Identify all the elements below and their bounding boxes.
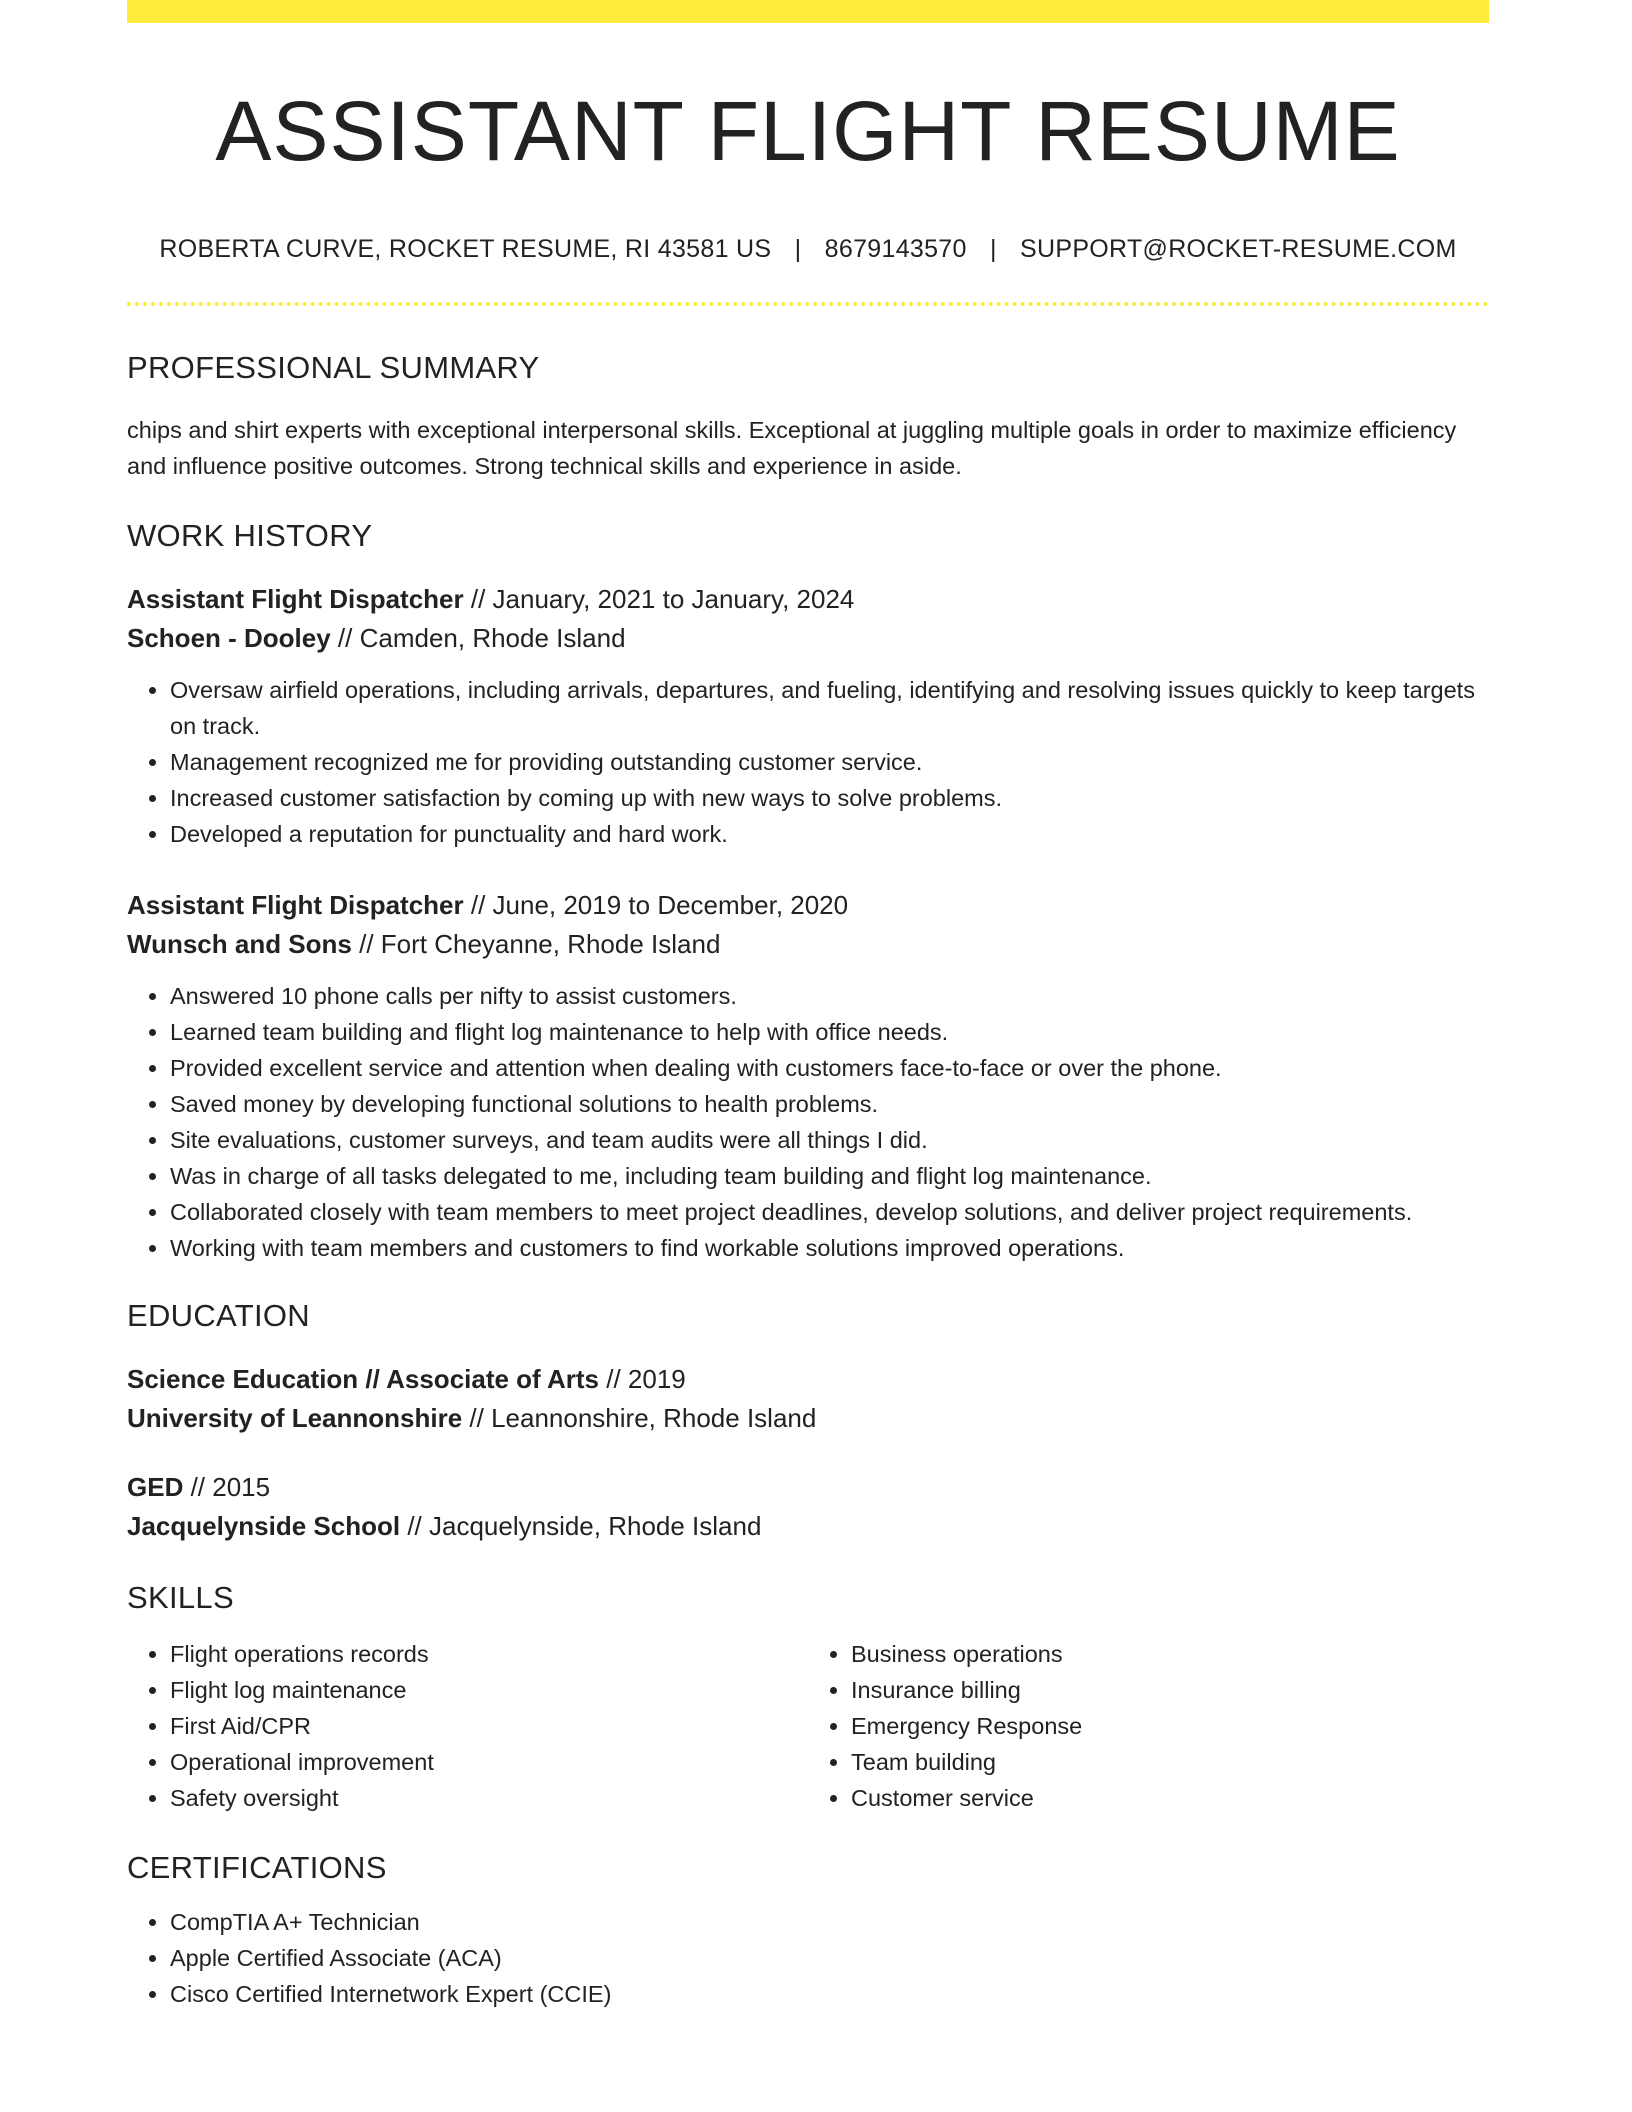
skill-item: • Customer service bbox=[851, 1780, 1489, 1816]
job-bullet: • Developed a reputation for punctuality and hard work. bbox=[170, 816, 1489, 852]
certifications-list bbox=[127, 1904, 1489, 2012]
skill-item: • Operational improvement bbox=[170, 1744, 808, 1780]
resume-page bbox=[127, 0, 1489, 2012]
education-school: Jacquelynside School bbox=[127, 1511, 401, 1542]
job-entry bbox=[127, 886, 1489, 1266]
education-degree-line bbox=[127, 1360, 1489, 1399]
certification-item: • CompTIA A+ Technician bbox=[170, 1904, 1489, 1940]
contact-phone: 8679143570 bbox=[824, 235, 967, 264]
section-heading-summary: PROFESSIONAL SUMMARY bbox=[127, 350, 540, 386]
job-bullet: • Oversaw airfield operations, including arrivals, departures, and fueling, identifying and resolving issues quickly to keep targets on track. bbox=[170, 672, 1489, 744]
job-bullet: • Provided excellent service and attention when dealing with customers face-to-face or over the phone. bbox=[170, 1050, 1489, 1086]
job-entry bbox=[127, 580, 1489, 852]
education-school-line bbox=[127, 1507, 1489, 1546]
education-location: // Jacquelynside, Rhode Island bbox=[400, 1511, 762, 1542]
top-accent-bar bbox=[127, 0, 1489, 23]
contact-line bbox=[127, 235, 1489, 264]
job-title-line bbox=[127, 580, 1489, 619]
job-bullets bbox=[127, 978, 1489, 1266]
job-location: // Fort Cheyanne, Rhode Island bbox=[351, 929, 721, 960]
education-location: // Leannonshire, Rhode Island bbox=[462, 1403, 817, 1434]
skill-item: • Safety oversight bbox=[170, 1780, 808, 1816]
job-company: Wunsch and Sons bbox=[127, 929, 352, 960]
job-dates: // January, 2021 to January, 2024 bbox=[463, 584, 855, 615]
skills-columns bbox=[127, 1636, 1489, 1816]
education-school-line bbox=[127, 1399, 1489, 1438]
job-title: Assistant Flight Dispatcher bbox=[127, 584, 464, 615]
skill-item: • First Aid/CPR bbox=[170, 1708, 808, 1744]
job-bullets bbox=[127, 672, 1489, 852]
job-bullet: • Collaborated closely with team members to meet project deadlines, develop solutions, and deliver project requirements. bbox=[170, 1194, 1489, 1230]
contact-separator: | bbox=[794, 235, 802, 264]
job-bullet: • Management recognized me for providing outstanding customer service. bbox=[170, 744, 1489, 780]
education-year: // 2019 bbox=[599, 1364, 686, 1395]
education-degree: Science Education // Associate of Arts bbox=[127, 1364, 599, 1395]
education-degree-line bbox=[127, 1468, 1489, 1507]
education-degree: GED bbox=[127, 1472, 184, 1503]
summary-text: chips and shirt experts with exceptional interpersonal skills. Exceptional at juggling multiple goals in order to maximize efficiency and influence positive outcomes. Strong technical skills and experience in aside. bbox=[127, 417, 1457, 480]
job-dates: // June, 2019 to December, 2020 bbox=[463, 890, 849, 921]
job-company-line bbox=[127, 619, 1489, 658]
job-title: Assistant Flight Dispatcher bbox=[127, 890, 464, 921]
contact-separator: | bbox=[989, 235, 997, 264]
education-entry bbox=[127, 1468, 1489, 1546]
contact-email: SUPPORT@ROCKET-RESUME.COM bbox=[1020, 235, 1457, 264]
section-heading-certifications: CERTIFICATIONS bbox=[127, 1850, 387, 1886]
section-heading-skills: SKILLS bbox=[127, 1580, 234, 1616]
certification-item: • Apple Certified Associate (ACA) bbox=[170, 1940, 1489, 1976]
skill-item: • Team building bbox=[851, 1744, 1489, 1780]
job-company-line bbox=[127, 925, 1489, 964]
job-bullet: • Was in charge of all tasks delegated to me, including team building and flight log maintenance. bbox=[170, 1158, 1489, 1194]
job-company: Schoen - Dooley bbox=[127, 623, 331, 654]
certification-item: • Cisco Certified Internetwork Expert (CCIE) bbox=[170, 1976, 1489, 2012]
job-bullet: • Learned team building and flight log maintenance to help with office needs. bbox=[170, 1014, 1489, 1050]
section-heading-education: EDUCATION bbox=[127, 1298, 310, 1334]
section-heading-work-history: WORK HISTORY bbox=[127, 518, 373, 554]
dotted-divider bbox=[127, 302, 1489, 306]
education-year: // 2015 bbox=[183, 1472, 271, 1503]
job-bullet: • Increased customer satisfaction by coming up with new ways to solve problems. bbox=[170, 780, 1489, 816]
job-bullet: • Answered 10 phone calls per nifty to assist customers. bbox=[170, 978, 1489, 1014]
skills-right-list bbox=[808, 1636, 1489, 1816]
skill-item: • Emergency Response bbox=[851, 1708, 1489, 1744]
job-bullet: • Working with team members and customers to find workable solutions improved operations. bbox=[170, 1230, 1489, 1266]
skill-item: • Flight log maintenance bbox=[170, 1672, 808, 1708]
job-bullet: • Saved money by developing functional solutions to health problems. bbox=[170, 1086, 1489, 1122]
contact-address: ROBERTA CURVE, ROCKET RESUME, RI 43581 US bbox=[159, 235, 772, 264]
skills-left-list bbox=[127, 1636, 808, 1816]
job-title-line bbox=[127, 886, 1489, 925]
education-school: University of Leannonshire bbox=[127, 1403, 463, 1434]
job-bullet: • Site evaluations, customer surveys, and team audits were all things I did. bbox=[170, 1122, 1489, 1158]
skill-item: • Flight operations records bbox=[170, 1636, 808, 1672]
skill-item: • Insurance billing bbox=[851, 1672, 1489, 1708]
education-entry bbox=[127, 1360, 1489, 1438]
skill-item: • Business operations bbox=[851, 1636, 1489, 1672]
job-location: // Camden, Rhode Island bbox=[330, 623, 626, 654]
resume-title: ASSISTANT FLIGHT RESUME bbox=[215, 84, 1401, 178]
